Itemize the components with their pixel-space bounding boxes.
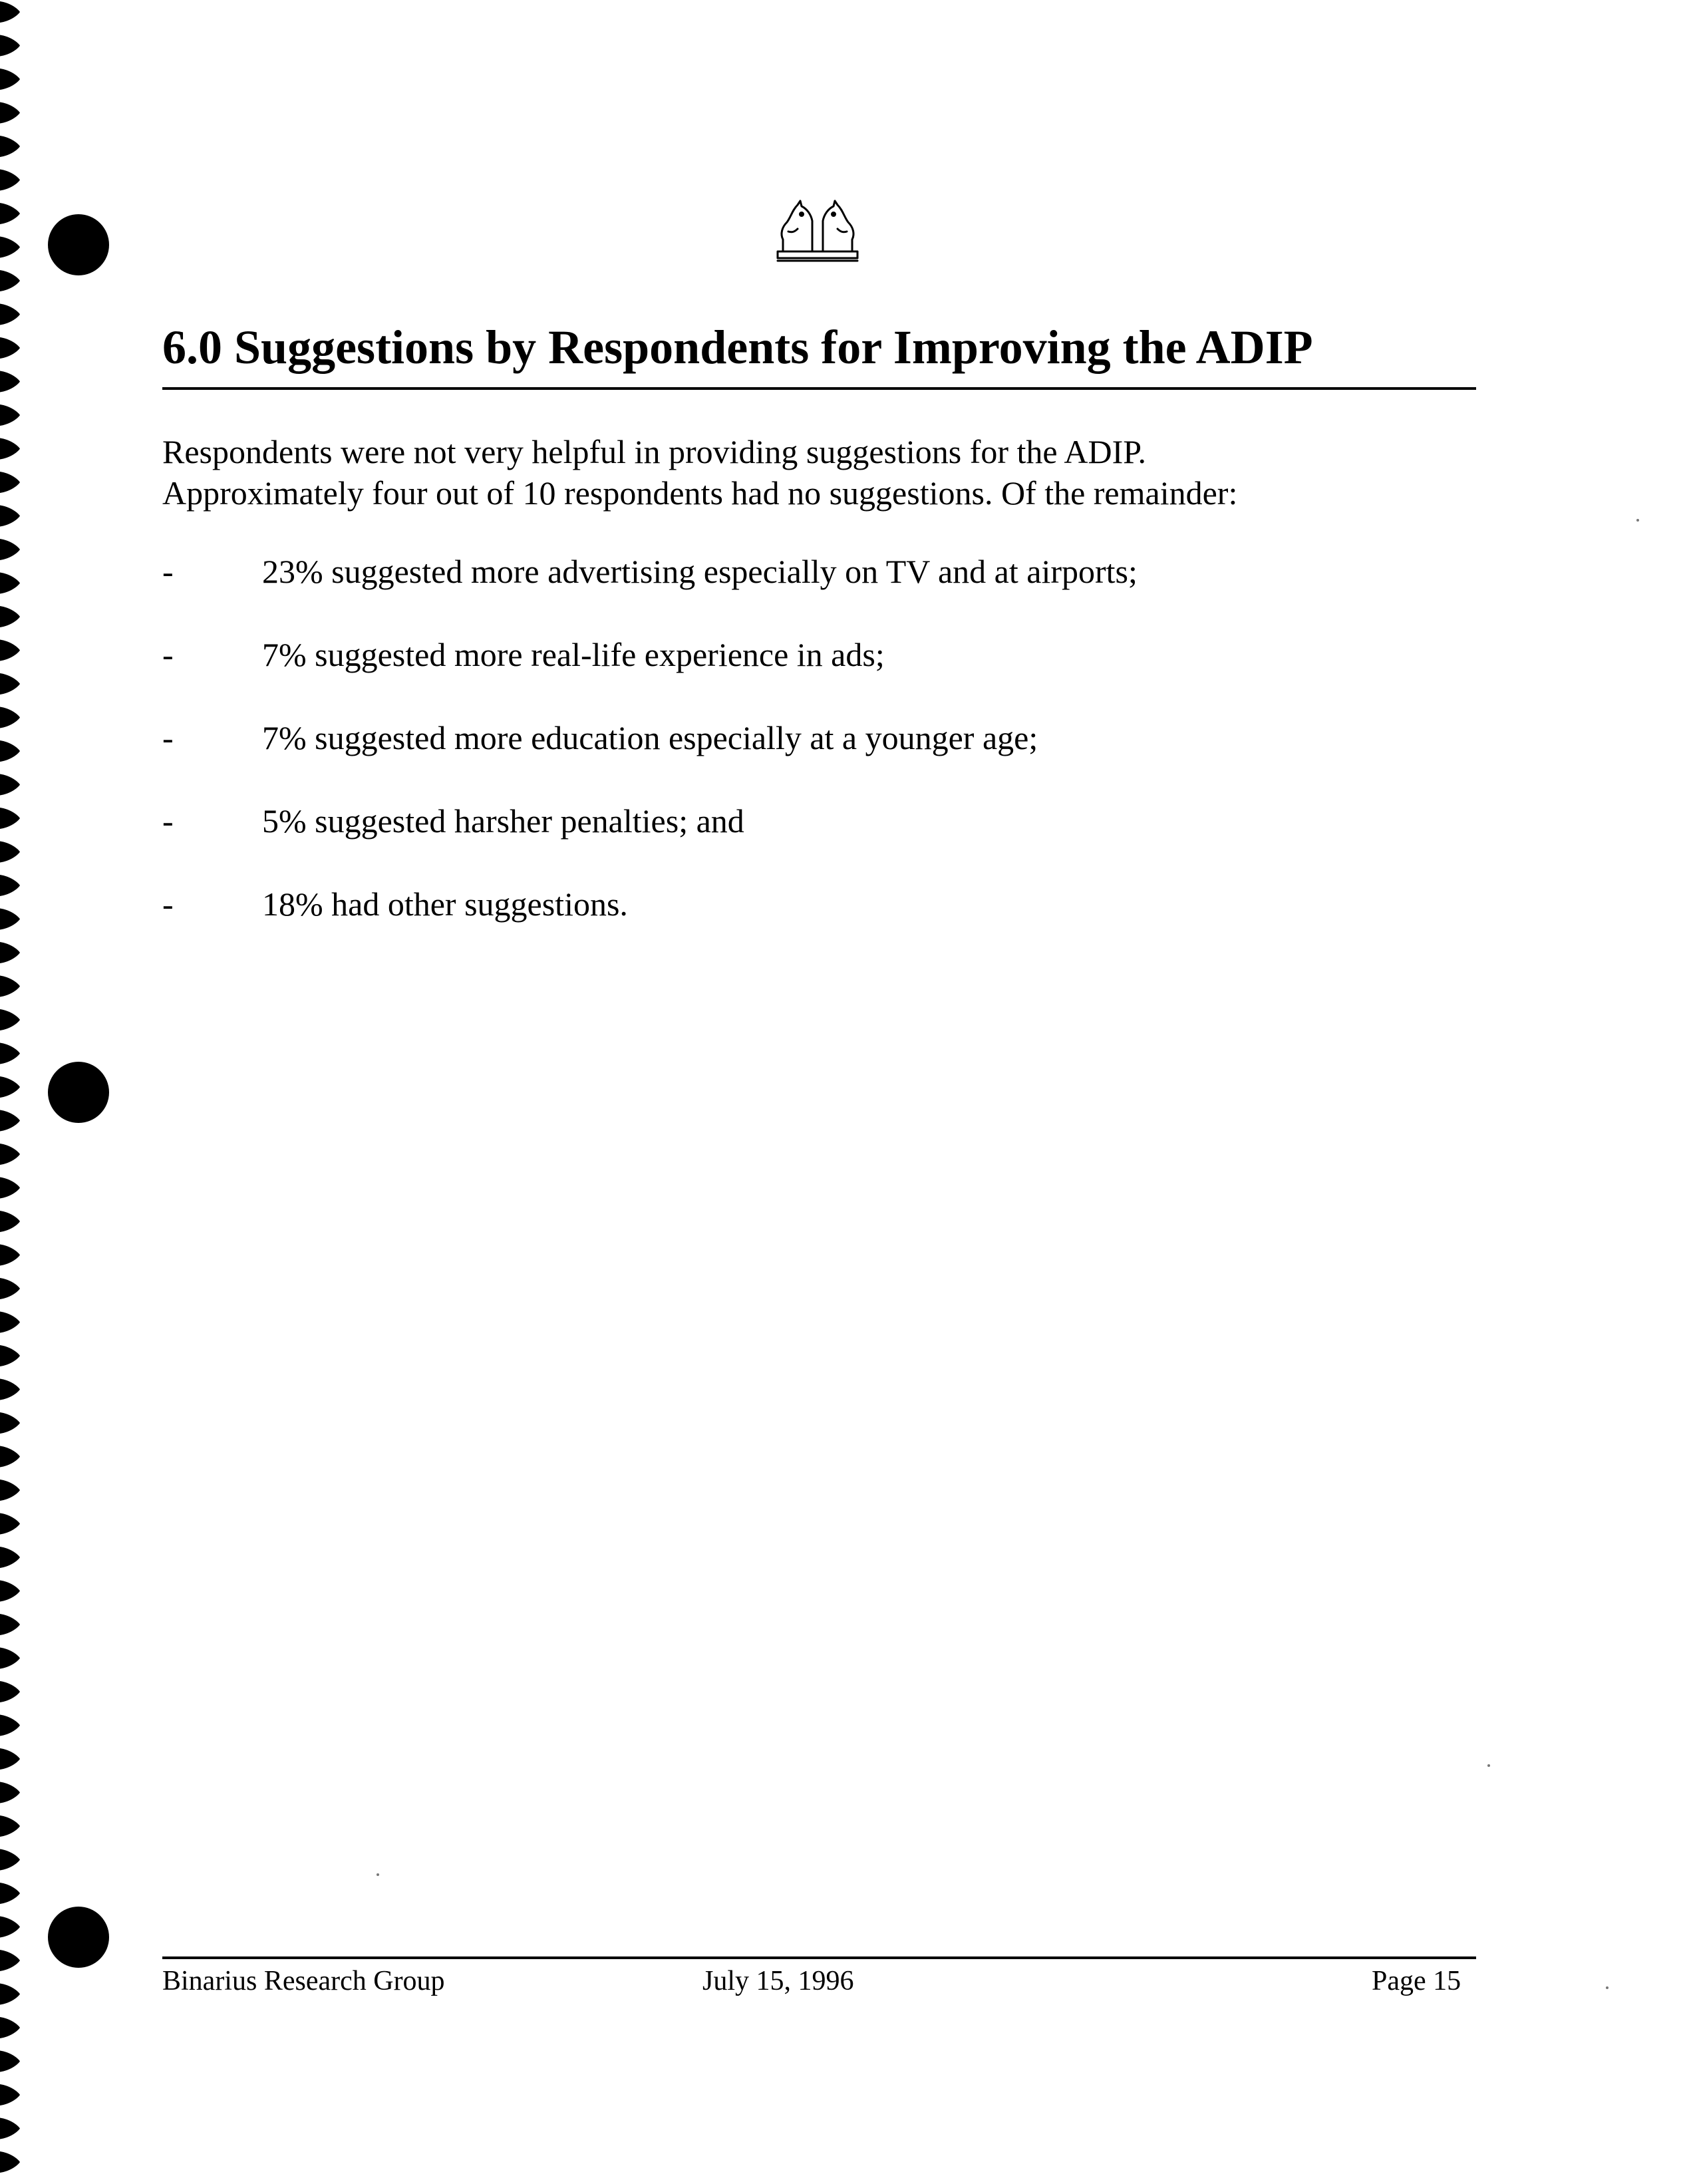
binding-coil (0, 1177, 20, 1199)
bookends-horse-heads-icon (775, 198, 860, 263)
binding-coil (0, 640, 20, 661)
binding-coil (0, 1043, 20, 1064)
binding-coil (0, 304, 20, 325)
binding-coil (0, 1076, 20, 1098)
binding-coil (0, 1648, 20, 1669)
binding-coil (0, 909, 20, 930)
binding-coil (0, 371, 20, 392)
binding-coil (0, 2017, 20, 2038)
suggestions-list (162, 551, 1466, 967)
binding-coil (0, 35, 20, 57)
binding-coil (0, 1211, 20, 1232)
bullet-marker: - (162, 636, 174, 673)
binding-coil (0, 237, 20, 258)
bullet-marker: - (162, 719, 174, 756)
binding-coil (0, 1278, 20, 1299)
scan-speck (1487, 1764, 1490, 1767)
spiral-binding (0, 0, 27, 2184)
binding-coil (0, 1110, 20, 1132)
scan-speck (1636, 519, 1639, 522)
binding-coil (0, 740, 20, 762)
binding-coil (0, 1379, 20, 1400)
list-item-text: 5% suggested harsher penalties; and (262, 802, 744, 840)
binding-coil (0, 1782, 20, 1803)
binding-coil (0, 1009, 20, 1030)
binding-coil (0, 203, 20, 224)
binding-coil (0, 573, 20, 594)
binding-coil (0, 1345, 20, 1366)
binding-coil (0, 472, 20, 493)
binding-coil (0, 875, 20, 896)
binding-coil (0, 1950, 20, 1971)
list-item (162, 717, 1466, 800)
binding-coil (0, 1681, 20, 1702)
intro-line-2: Approximately four out of 10 respondents had no suggestions. Of the remainder: (162, 474, 1238, 512)
binding-coil (0, 2084, 20, 2106)
bullet-marker: - (162, 885, 174, 923)
bullet-marker: - (162, 553, 174, 590)
list-item (162, 634, 1466, 717)
binding-coil (0, 1917, 20, 1938)
footer-organization: Binarius Research Group (162, 1966, 445, 1996)
binding-coil (0, 1245, 20, 1266)
binding-coil (0, 1144, 20, 1165)
binding-coil (0, 606, 20, 627)
list-item (162, 883, 1466, 967)
binding-coil (0, 102, 20, 124)
binding-coil (0, 1581, 20, 1602)
scan-speck (377, 1873, 379, 1876)
list-item-text: 23% suggested more advertising especially on TV and at airports; (262, 553, 1138, 590)
binding-coil (0, 808, 20, 829)
binding-coil (0, 1480, 20, 1501)
binding-coil (0, 539, 20, 560)
binding-coil (0, 404, 20, 426)
heading-underline (162, 387, 1476, 390)
binding-coil (0, 438, 20, 460)
scan-speck (1606, 1986, 1608, 1989)
binding-coil (0, 1748, 20, 1770)
section-heading: 6.0 Suggestions by Respondents for Improving the ADIP (162, 321, 1313, 374)
binding-coil (0, 673, 20, 695)
binding-coil (0, 707, 20, 728)
binding-coil (0, 1446, 20, 1468)
binding-coil (0, 774, 20, 796)
list-item (162, 551, 1466, 634)
binding-coil (0, 1513, 20, 1535)
punch-hole-middle (48, 1062, 109, 1123)
binding-coil (0, 1, 20, 23)
intro-line-1: Respondents were not very helpful in providing suggestions for the ADIP. (162, 433, 1146, 470)
bullet-marker: - (162, 802, 174, 840)
binding-coil (0, 506, 20, 527)
binding-coil (0, 942, 20, 963)
punch-hole-bottom (48, 1907, 109, 1968)
binding-coil (0, 270, 20, 291)
binding-coil (0, 976, 20, 997)
list-item-text: 7% suggested more education especially at a younger age; (262, 719, 1038, 756)
list-item-text: 7% suggested more real-life experience in ads; (262, 636, 885, 673)
binding-coil (0, 2051, 20, 2072)
binding-coil (0, 170, 20, 191)
binding-coil (0, 1412, 20, 1434)
binding-coil (0, 337, 20, 359)
binding-coil (0, 69, 20, 90)
binding-coil (0, 842, 20, 863)
list-item (162, 800, 1466, 883)
binding-coil (0, 136, 20, 157)
footer-rule (162, 1956, 1476, 1959)
binding-coil (0, 1312, 20, 1333)
binding-coil (0, 1715, 20, 1736)
binding-coil (0, 1547, 20, 1568)
binding-coil (0, 1984, 20, 2005)
punch-hole-top (48, 214, 109, 275)
footer-date: July 15, 1996 (702, 1966, 854, 1996)
list-item-text: 18% had other suggestions. (262, 885, 628, 923)
binding-coil (0, 1815, 20, 1837)
binding-coil (0, 1614, 20, 1635)
binding-coil (0, 1849, 20, 1871)
binding-coil (0, 2151, 20, 2173)
footer-page-number: Page 15 (1372, 1966, 1461, 1996)
binding-coil (0, 1883, 20, 1904)
intro-paragraph (162, 431, 1466, 514)
binding-coil (0, 2118, 20, 2139)
